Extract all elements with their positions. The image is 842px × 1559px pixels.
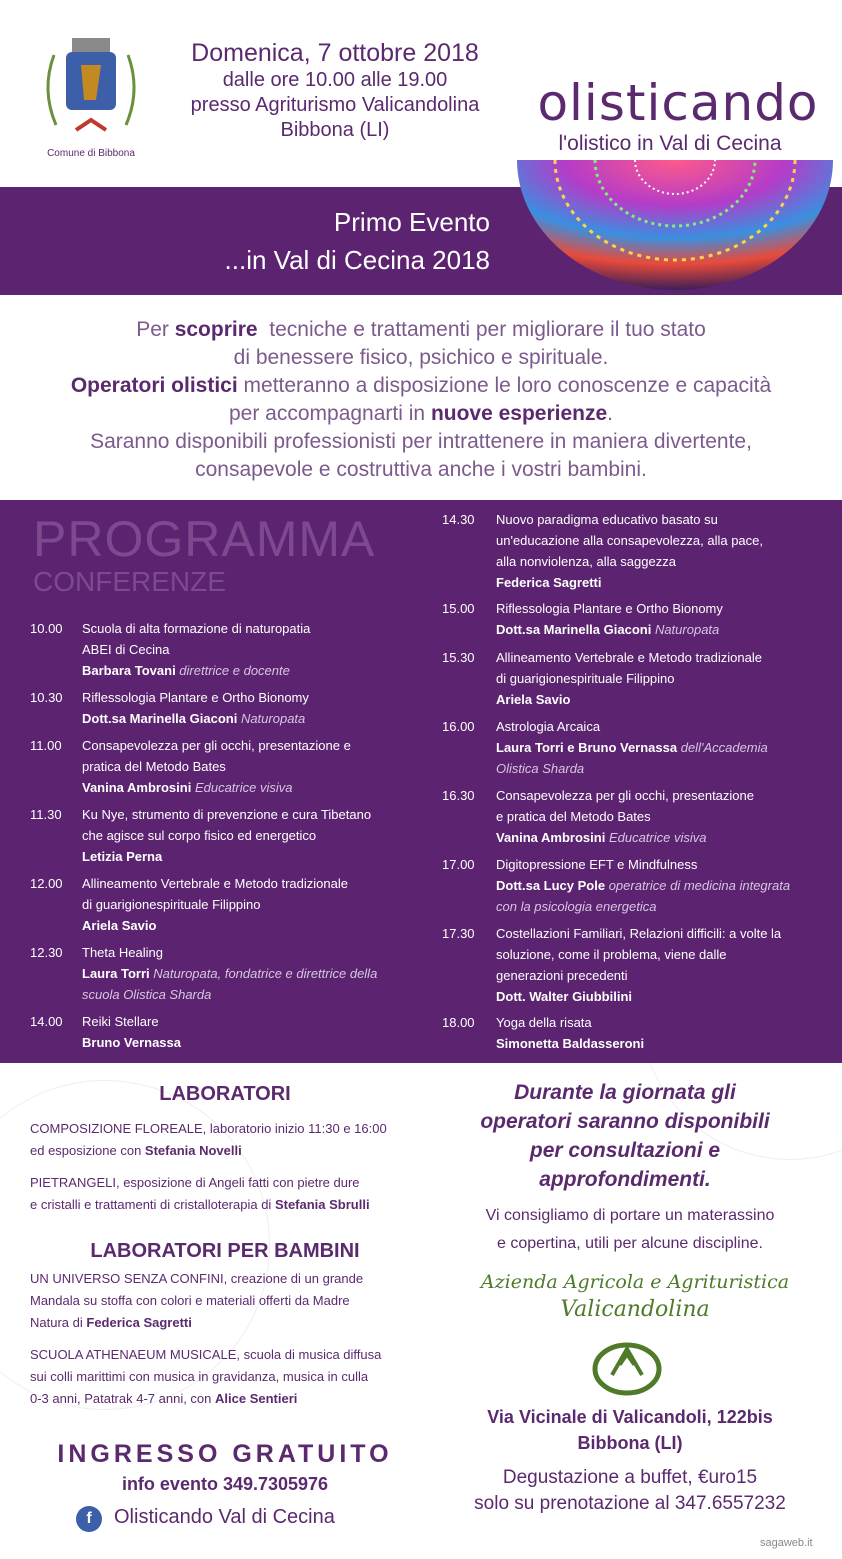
program-topic: e pratica del Metodo Bates <box>496 809 651 824</box>
program-topic: Ku Nye, strumento di prevenzione e cura Tibetano <box>82 807 372 822</box>
crest-icon <box>36 30 146 148</box>
program-speaker-role: Naturopata <box>237 711 306 726</box>
event-hours: dalle ore 10.00 alle 19.00 <box>222 69 448 91</box>
consultation-note <box>450 1078 800 1194</box>
lab-host-name: Alice Sentieri <box>215 1391 298 1406</box>
program-speaker: Letizia Perna <box>82 849 163 864</box>
intro-text <box>20 316 822 484</box>
program-speaker-role: con la psicologia energetica <box>496 899 657 914</box>
program-speaker: Barbara Tovani <box>82 663 176 678</box>
program-time: 10.00 <box>30 621 63 636</box>
lab-text: PIETRANGELI, esposizione di Angeli fatti con pietre dure <box>30 1175 360 1190</box>
program-topic: un'educazione alla consapevolezza, alla pace, <box>496 533 764 548</box>
intro-text-6: consapevole e costruttiva anche i vostri bambini. <box>195 458 647 481</box>
program-topic: di guarigionespirituale Filippino <box>82 897 261 912</box>
program-body <box>496 1012 826 1054</box>
intro-text-1a: Per <box>136 318 175 341</box>
consultation-line: per consultazioni e <box>529 1139 721 1162</box>
band-line-1: Primo Evento <box>333 207 490 237</box>
lab-text: ed esposizione con <box>30 1143 145 1158</box>
program-speaker: Vanina Ambrosini <box>82 780 192 795</box>
lab-host-name: Stefania Sbrulli <box>274 1197 370 1212</box>
event-info-phone[interactable]: info evento 349.7305976 <box>121 1474 329 1494</box>
program-box <box>0 500 842 1063</box>
crest-caption: Comune di Bibbona <box>47 148 135 159</box>
lab-host-name: Federica Sagretti <box>86 1315 192 1330</box>
program-topic: pratica del Metodo Bates <box>82 759 226 774</box>
program-time: 15.30 <box>442 650 475 665</box>
program-body <box>496 598 826 640</box>
program-time: 16.30 <box>442 788 475 803</box>
program-body <box>82 1011 422 1053</box>
program-speaker: Dott.sa Lucy Pole <box>496 878 606 893</box>
intro-text-5: Saranno disponibili professionisti per intrattenere in maniera divertente, <box>90 430 752 453</box>
program-speaker: Dott.sa Marinella Giaconi <box>82 711 238 726</box>
event-town: Bibbona (LI) <box>280 119 390 141</box>
mandala-image <box>515 160 835 290</box>
program-speaker: Vanina Ambrosini <box>496 830 606 845</box>
facebook-label: Olisticando Val di Cecina <box>114 1506 335 1528</box>
azienda-name: Valicandolina <box>560 1297 710 1322</box>
address-line: Via Vicinale di Valicandoli, 122bis <box>487 1407 773 1427</box>
program-time: 11.30 <box>30 807 62 822</box>
program-topic: ABEI di Cecina <box>82 642 170 657</box>
program-body <box>496 785 826 848</box>
program-speaker-role: direttrice e docente <box>175 663 290 678</box>
program-speaker: Dott. Walter Giubbilini <box>496 989 633 1004</box>
buffet-line[interactable]: solo su prenotazione al 347.6557232 <box>474 1493 786 1514</box>
kids-lab-music <box>30 1344 422 1410</box>
band-line-2: ...in Val di Cecina 2018 <box>224 245 490 275</box>
intro-text-3a: Operatori olistici <box>70 374 238 397</box>
program-body <box>496 854 826 917</box>
azienda-line: Azienda Agricola e Agrituristica <box>480 1271 790 1293</box>
program-time: 18.00 <box>442 1015 475 1030</box>
program-topic: Astrologia Arcaica <box>496 719 601 734</box>
free-entry-title: INGRESSO GRATUITO <box>57 1440 393 1468</box>
program-time: 12.30 <box>30 945 63 960</box>
lab-text: SCUOLA ATHENAEUM MUSICALE, scuola di musica diffusa <box>30 1347 382 1362</box>
program-body <box>496 509 826 593</box>
program-topic: Digitopressione EFT e Mindfulness <box>496 857 698 872</box>
consultation-line: operatori saranno disponibili <box>480 1110 770 1133</box>
consultation-line: approfondimenti. <box>539 1168 711 1191</box>
intro-text-1c: tecniche e trattamenti per migliorare il tuo stato <box>257 318 706 341</box>
lab-text: Mandala su stoffa con colori e materiali offerti da Madre <box>30 1293 350 1308</box>
program-topic: Costellazioni Familiari, Relazioni difficili: a volte la <box>496 926 782 941</box>
program-speaker: Simonetta Baldasseroni <box>496 1036 645 1051</box>
program-body <box>82 942 422 1005</box>
kids-lab-mandala <box>30 1268 422 1334</box>
program-time: 11.00 <box>30 738 62 753</box>
logo-title: olisticando <box>537 74 819 132</box>
program-speaker: Dott.sa Marinella Giaconi <box>496 622 652 637</box>
lab-text: 0-3 anni, Patatrak 4-7 anni, con <box>30 1391 216 1406</box>
program-body <box>82 804 422 867</box>
program-body <box>82 873 422 936</box>
program-topic: soluzione, come il problema, viene dalle <box>496 947 727 962</box>
program-topic: Consapevolezza per gli occhi, presentazione e <box>82 738 351 753</box>
address-line: Bibbona (LI) <box>577 1433 683 1453</box>
program-topic: Yoga della risata <box>496 1015 592 1030</box>
lab-floreale <box>30 1118 430 1162</box>
facebook-icon: f <box>76 1506 102 1532</box>
program-speaker-role: Educatrice visiva <box>191 780 293 795</box>
program-topic: che agisce sul corpo fisico ed energetico <box>82 828 317 843</box>
consultation-line: Durante la giornata gli <box>514 1081 736 1104</box>
program-speaker-role: dell'Accademia <box>677 740 768 755</box>
program-time: 17.30 <box>442 926 475 941</box>
program-body <box>496 923 826 1007</box>
program-body <box>496 716 826 779</box>
lab-text: Natura di <box>30 1315 87 1330</box>
lab-pietrangeli <box>30 1172 430 1216</box>
program-topic: Allineamento Vertebrale e Metodo tradizionale <box>496 650 762 665</box>
intro-text-3b: metteranno a disposizione le loro conoscenze e capacità <box>237 374 772 397</box>
program-speaker-role: Naturopata <box>651 622 720 637</box>
program-speaker: Federica Sagretti <box>496 575 602 590</box>
program-speaker: Ariela Savio <box>82 918 157 933</box>
event-info <box>150 38 520 143</box>
lab-text: sui colli marittimi con musica in gravidanza, musica in culla <box>30 1369 369 1384</box>
program-body <box>82 618 422 681</box>
program-topic: Nuovo paradigma educativo basato su <box>496 512 718 527</box>
program-topic: Consapevolezza per gli occhi, presentazione <box>496 788 754 803</box>
program-topic: Allineamento Vertebrale e Metodo tradizionale <box>82 876 348 891</box>
program-speaker-role: operatrice di medicina integrata <box>605 878 791 893</box>
program-speaker-role: Naturopata, fondatrice e direttrice della <box>149 966 378 981</box>
event-date: Domenica, 7 ottobre 2018 <box>191 39 479 67</box>
intro-text-4b: nuove esperienze <box>430 402 608 425</box>
program-time: 12.00 <box>30 876 63 891</box>
program-speaker: Laura Torri <box>82 966 150 981</box>
program-body <box>82 735 422 798</box>
azienda-emblem-icon <box>590 1335 664 1397</box>
program-time: 14.30 <box>442 512 475 527</box>
labs-title: LABORATORI <box>159 1083 291 1105</box>
facebook-link[interactable] <box>76 1504 436 1534</box>
program-speaker-role: Educatrice visiva <box>605 830 707 845</box>
bring-line: Vi consigliamo di portare un materassino <box>485 1207 775 1224</box>
lab-text: COMPOSIZIONE FLOREALE, laboratorio inizio 11:30 e 16:00 <box>30 1121 387 1136</box>
comune-crest <box>36 30 146 165</box>
program-time: 16.00 <box>442 719 475 734</box>
program-body <box>496 647 826 710</box>
program-topic: generazioni precedenti <box>496 968 628 983</box>
bring-note <box>450 1202 810 1258</box>
program-time: 17.00 <box>442 857 475 872</box>
kids-labs-title: LABORATORI PER BAMBINI <box>90 1240 360 1262</box>
program-subtitle: CONFERENZE <box>33 566 226 597</box>
lab-text: UN UNIVERSO SENZA CONFINI, creazione di un grande <box>30 1271 364 1286</box>
program-topic: Reiki Stellare <box>82 1014 159 1029</box>
buffet-info <box>440 1465 820 1517</box>
bring-line: e copertina, utili per alcune discipline. <box>497 1235 763 1252</box>
intro-text-2: di benessere fisico, psichico e spirituale. <box>233 346 609 369</box>
program-topic: Theta Healing <box>82 945 163 960</box>
program-topic: di guarigionespirituale Filippino <box>496 671 675 686</box>
program-speaker: Laura Torri e Bruno Vernassa <box>496 740 678 755</box>
event-venue: presso Agriturismo Valicandolina <box>190 94 480 116</box>
program-speaker-role: scuola Olistica Sharda <box>82 987 212 1002</box>
credit-link[interactable]: sagaweb.it <box>760 1537 813 1549</box>
program-time: 14.00 <box>30 1014 63 1029</box>
intro-text-4c: . <box>607 402 614 425</box>
program-time: 15.00 <box>442 601 475 616</box>
venue-address <box>440 1404 820 1456</box>
program-topic: Riflessologia Plantare e Ortho Bionomy <box>496 601 723 616</box>
program-topic: alla nonviolenza, alla saggezza <box>496 554 676 569</box>
program-speaker: Bruno Vernassa <box>82 1035 181 1050</box>
azienda-logo-text <box>455 1268 815 1324</box>
program-time: 10.30 <box>30 690 63 705</box>
program-title: PROGRAMMA <box>33 511 376 567</box>
buffet-line: Degustazione a buffet, €uro15 <box>502 1467 758 1488</box>
program-body <box>82 687 422 729</box>
intro-text-4a: per accompagnarti in <box>228 402 431 425</box>
program-topic: Scuola di alta formazione di naturopatia <box>82 621 311 636</box>
logo-subtitle: l'olistico in Val di Cecina <box>558 132 782 155</box>
program-topic: Riflessologia Plantare e Ortho Bionomy <box>82 690 309 705</box>
program-speaker-role: Olistica Sharda <box>496 761 585 776</box>
program-speaker: Ariela Savio <box>496 692 571 707</box>
lab-host-name: Stefania Novelli <box>144 1143 242 1158</box>
intro-text-1b: scoprire <box>174 318 258 341</box>
lab-text: e cristalli e trattamenti di cristalloterapia di <box>30 1197 275 1212</box>
